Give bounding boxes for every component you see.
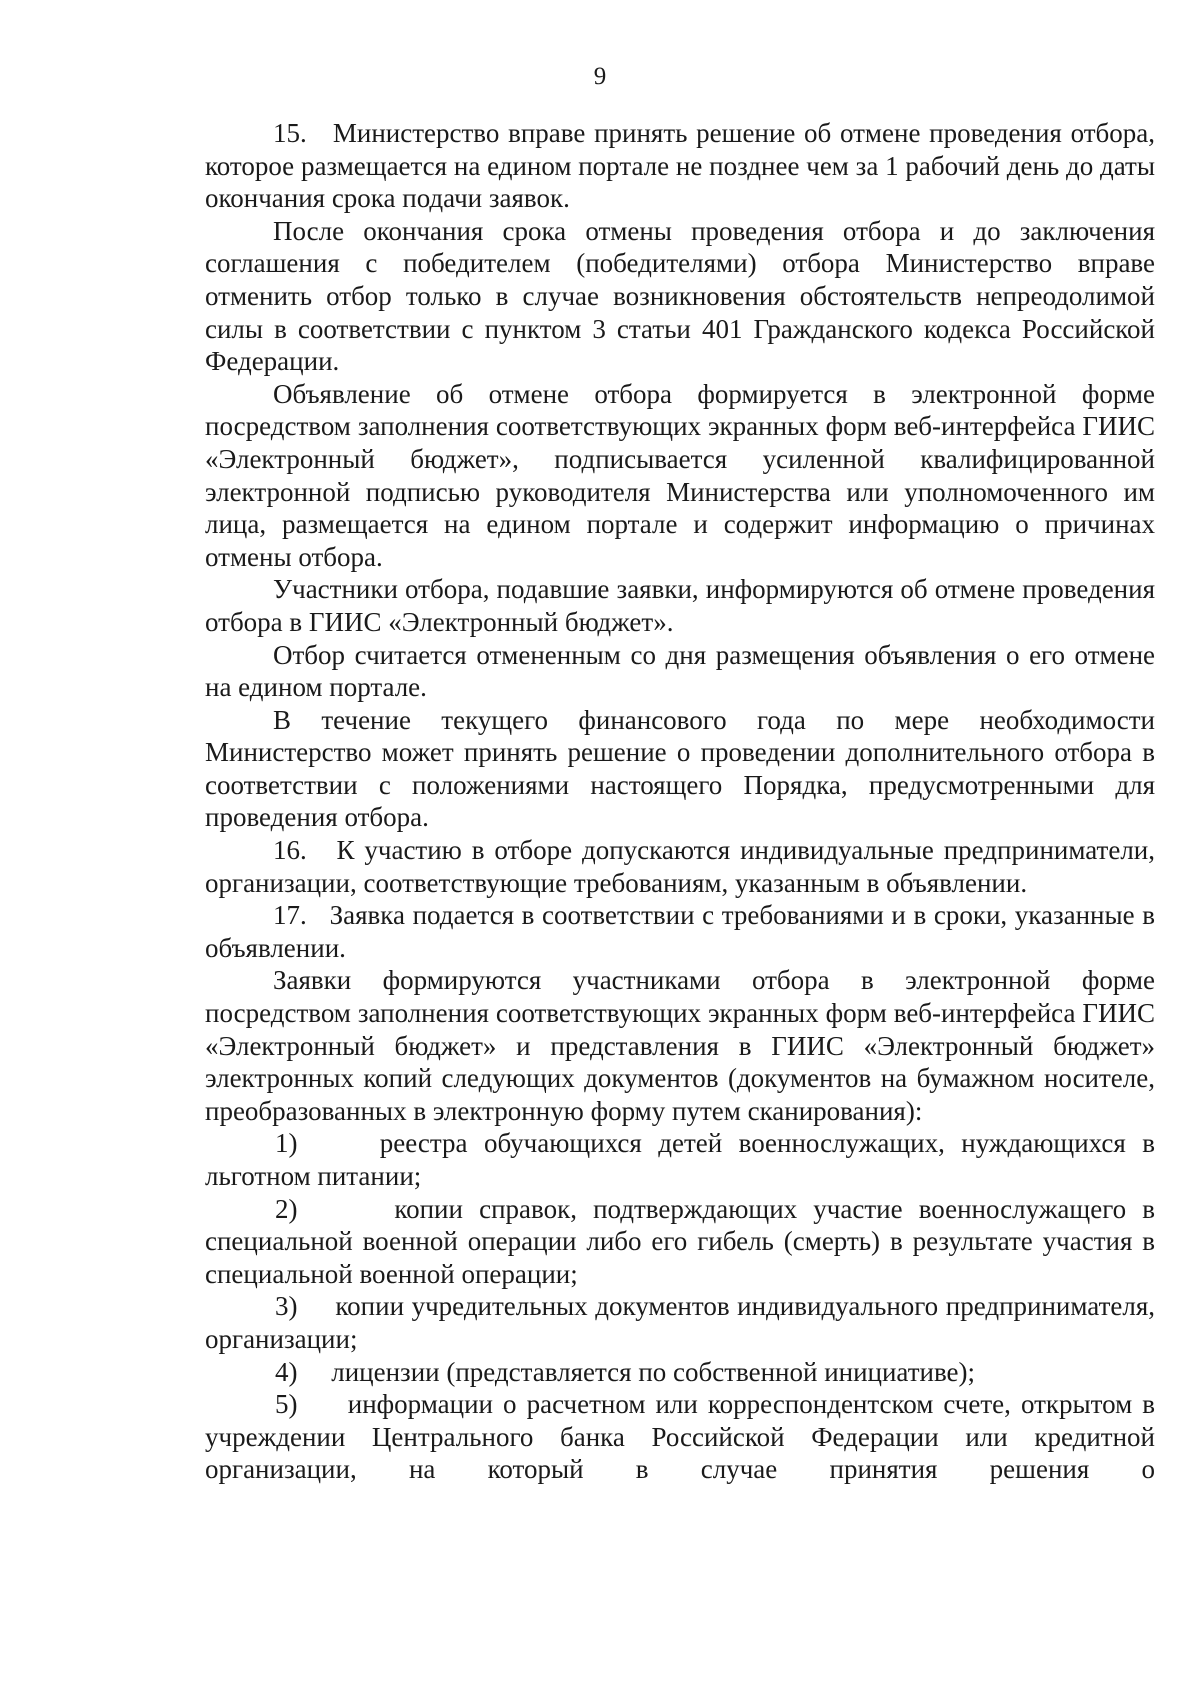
list-item-2: 2) копии справок, подтверждающих участие военнослужащего в специальной военной операции либо его гибель (смерть) в результате участия в специальной военной операции;: [205, 1193, 1155, 1289]
paragraph-participants-informed: Участники отбора, подавшие заявки, информируются об отмене проведения отбора в ГИИС «Электронный бюджет».: [205, 574, 1155, 637]
document-body: [205, 117, 1155, 1486]
list-item-5: 5) информации о расчетном или корреспондентском счете, открытом в учреждении Центрального банка Российской Федерации или кредитной организации, на который в случае принятия решения о: [205, 1389, 1155, 1485]
paragraph-17: 17. Заявка подается в соответствии с требованиями и в сроки, указанные в объявлении.: [205, 900, 1155, 963]
paragraph-applications-formed: Заявки формируются участниками отбора в электронной форме посредством заполнения соответствующих экранных форм веб-интерфейса ГИИС «Электронный бюджет» и представления в ГИИС «Электронный бюджет» электронных копий следующих документов (документов на бумажном носителе, преобразованных в электронную форму путем сканирования):: [205, 965, 1155, 1126]
list-item-1: 1) реестра обучающихся детей военнослужащих, нуждающихся в льготном питании;: [205, 1128, 1155, 1191]
list-item-3: 3) копии учредительных документов индивидуального предпринимателя, организации;: [205, 1291, 1155, 1354]
paragraph-cancellation-effective: Отбор считается отмененным со дня размещения объявления о его отмене на едином портале.: [205, 639, 1155, 703]
list-item-4: 4) лицензии (представляется по собственной инициативе);: [275, 1356, 976, 1387]
paragraph-cancellation-after-deadline: После окончания срока отмены проведения отбора и до заключения соглашения с победителем (победителями) отбора Министерство вправе отменить отбор только в случае возникновения обстоятельств непреодолимой силы в соответствии с пунктом 3 статьи 401 Гражданского кодекса Российской Федерации.: [205, 215, 1155, 377]
paragraph-additional-selection: В течение текущего финансового года по мере необходимости Министерство может принять решение о проведении дополнительного отбора в соответствии с положениями настоящего Порядка, предусмотренными для проведения отбора.: [205, 704, 1155, 833]
paragraph-15: 15. Министерство вправе принять решение об отмене проведения отбора, которое размещается на едином портале не позднее чем за 1 рабочий день до даты окончания срока подачи заявок.: [205, 118, 1155, 214]
page-number: 9: [593, 63, 607, 90]
paragraph-cancellation-announcement: Объявление об отмене отбора формируется в электронной форме посредством заполнения соответствующих экранных форм веб-интерфейса ГИИС «Электронный бюджет», подписывается усиленной квалифицированной электронной подписью руководителя Министерства или уполномоченного им лица, размещается на едином портале и содержит информацию о причинах отмены отбора.: [205, 378, 1155, 572]
paragraph-16: 16. К участию в отборе допускаются индивидуальные предприниматели, организации, соответствующие требованиям, указанным в объявлении.: [205, 835, 1155, 898]
